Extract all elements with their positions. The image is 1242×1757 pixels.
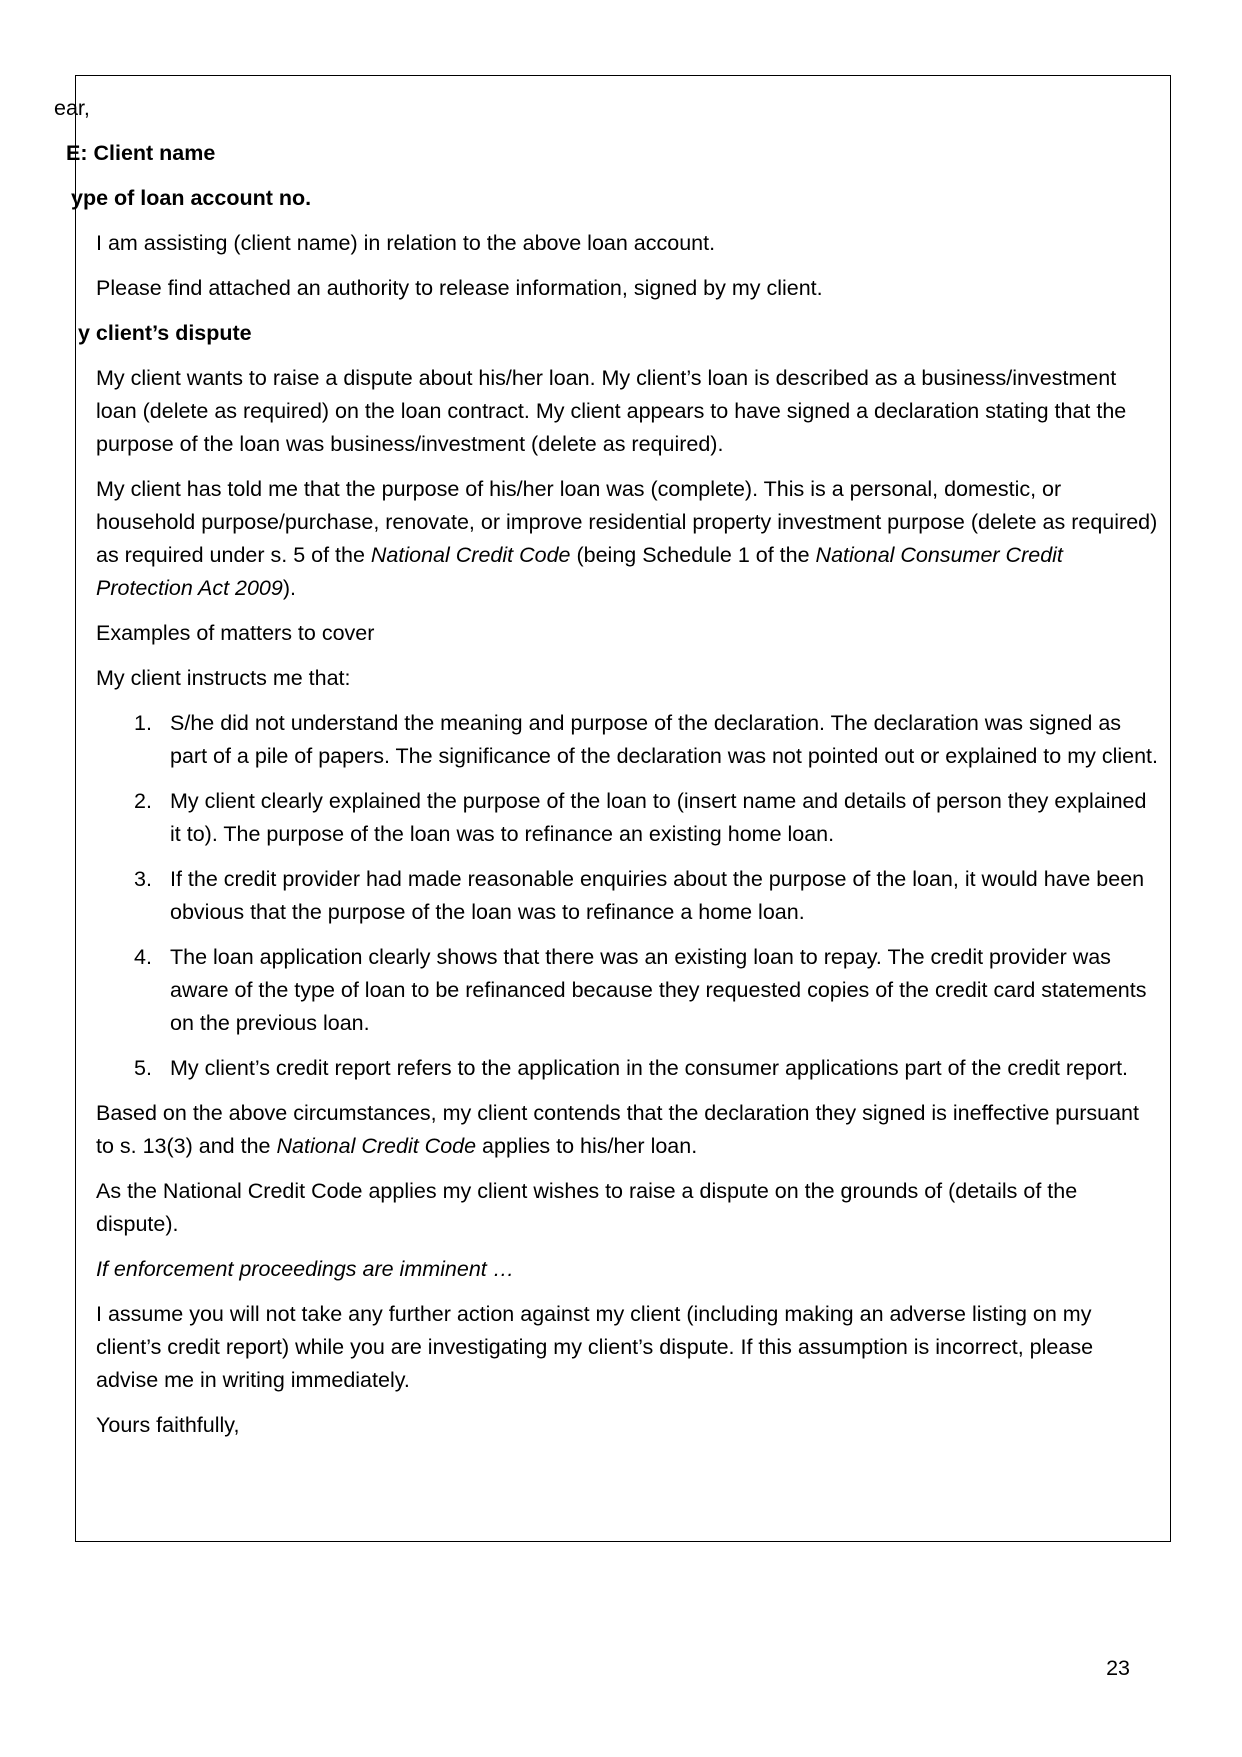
list-item-text: S/he did not understand the meaning and purpose of the declaration. The declaration was signed as part of a pile of papers. The significance of the declaration was not pointed out or explained to my client. [170, 711, 1159, 768]
letter-template-box [54, 75, 1171, 1542]
list-item [96, 785, 1161, 851]
list-item-text: My client clearly explained the purpose of the loan to (insert name and details of person they explained it to). The purpose of the loan was to refinance an existing home loan. [170, 789, 1147, 846]
list-item-text: If the credit provider had made reasonable enquiries about the purpose of the loan, it would have been obvious that the purpose of the loan was to refinance a home loan. [170, 867, 1145, 924]
greeting: ear, [54, 96, 90, 120]
list-item-number: 5. [134, 1056, 152, 1080]
list-item-text: The loan application clearly shows that there was an existing loan to repay. The credit provider was aware of the type of loan to be refinanced because they requested copies of the credit card statements on the previous loan. [170, 945, 1147, 1035]
list-item-number: 1. [134, 711, 152, 735]
page-number: 23 [1106, 1656, 1130, 1680]
paragraph-examples: Examples of matters to cover [96, 621, 375, 645]
re-line: E: Client name [66, 141, 216, 165]
letter-content [54, 92, 1161, 1454]
paragraph-circumstances [96, 1097, 1161, 1163]
account-line: ype of loan account no. [71, 186, 312, 210]
loan-purpose-text-3: ). [282, 576, 296, 600]
paragraph-enforcement: If enforcement proceedings are imminent … [96, 1257, 515, 1281]
circumstances-text-2: applies to his/her loan. [476, 1134, 698, 1158]
national-credit-code-ref-2: National Credit Code [276, 1134, 477, 1158]
list-item [96, 863, 1161, 929]
list-item [96, 941, 1161, 1040]
dispute-heading: y client’s dispute [78, 321, 252, 345]
instructions-list [96, 707, 1161, 1085]
list-item-number: 4. [134, 945, 152, 969]
paragraph-assumption: I assume you will not take any further action against my client (including making an adverse listing on my client’s credit report) while you are investigating my client’s dispute. If this assumption is incorrect, please advise me in writing immediately. [96, 1302, 1094, 1392]
list-item [96, 707, 1161, 773]
act-ref: National Consumer Credit Protection Act 2009 [96, 543, 1063, 600]
paragraph-instructs: My client instructs me that: [96, 666, 351, 690]
list-item-number: 2. [134, 789, 152, 813]
paragraph-dispute-description: My client wants to raise a dispute about his/her loan. My client’s loan is described as a business/investment loan (delete as required) on the loan contract. My client appears to have signed a declaration stating that the purpose of the loan was business/investment (delete as required). [96, 366, 1127, 456]
loan-purpose-text-2: (being Schedule 1 of the [570, 543, 816, 567]
paragraph-assisting: I am assisting (client name) in relation to the above loan account. [96, 231, 716, 255]
paragraph-authority: Please find attached an authority to release information, signed by my client. [96, 276, 823, 300]
paragraph-grounds: As the National Credit Code applies my client wishes to raise a dispute on the grounds of (details of the dispute). [96, 1179, 1078, 1236]
national-credit-code-ref: National Credit Code [370, 543, 571, 567]
list-item [96, 1052, 1161, 1085]
closing: Yours faithfully, [96, 1413, 240, 1437]
circumstances-text: Based on the above circumstances, my client contends that the declaration they signed is ineffective pursuant to s. 13(3) and the [96, 1101, 1139, 1158]
paragraph-loan-purpose [96, 473, 1161, 605]
list-item-number: 3. [134, 867, 152, 891]
loan-purpose-text: My client has told me that the purpose of his/her loan was (complete). This is a personal, domestic, or household purpose/purchase, renovate, or improve residential property investment purpose (delete as required) as required under s. 5 of the [96, 477, 1158, 567]
list-item-text: My client’s credit report refers to the application in the consumer applications part of the credit report. [170, 1056, 1129, 1080]
